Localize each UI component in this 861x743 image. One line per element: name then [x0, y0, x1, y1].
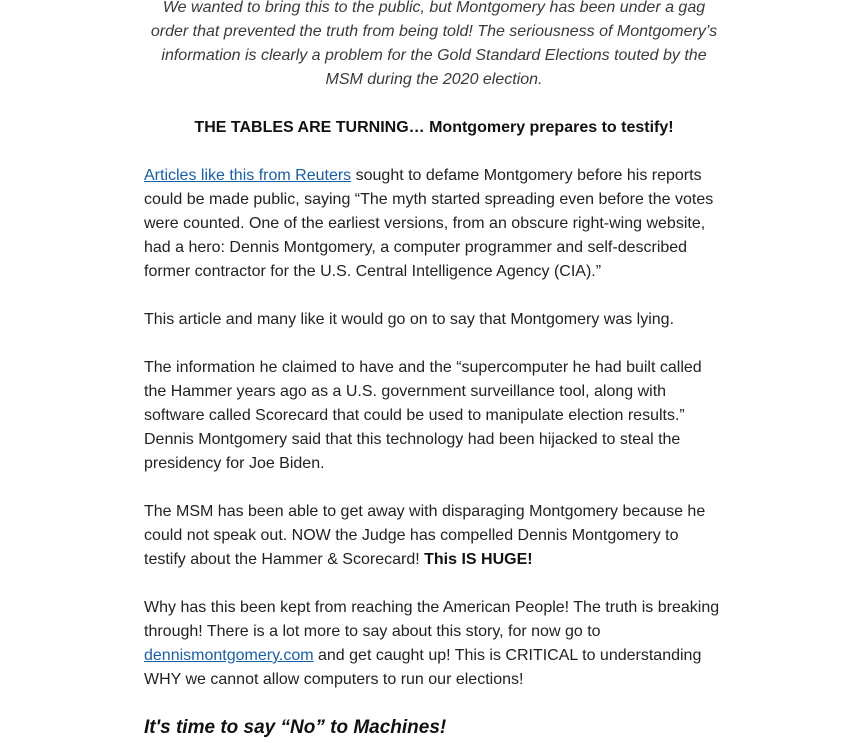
article-body: [144, 0, 724, 740]
huge-emphasis: This IS HUGE!: [424, 551, 533, 568]
paragraph-reuters: [144, 164, 724, 284]
paragraph-truth-text-before: Why has this been kept from reaching the American People! The truth is breaking through! There is a lot more to say about this story, for now go to: [144, 599, 720, 640]
paragraph-hammer: The information he claimed to have and the “supercomputer he had built called the Hammer years ago as a U.S. government surveillance tool, along with software called Scorecard that could be used to manipulate election results.” Dennis Montgomery said that this technology had been hijacked to steal the presidency for Joe Biden.: [144, 359, 702, 472]
paragraph-testify: [144, 500, 724, 572]
section-heading: THE TABLES ARE TURNING… Montgomery prepares to testify!: [194, 119, 674, 136]
reuters-article-link[interactable]: Articles like this from Reuters: [144, 167, 352, 184]
paragraph-truth: [144, 596, 724, 692]
paragraph-testify-text: The MSM has been able to get away with disparaging Montgomery because he could not speak out. NOW the Judge has compelled Dennis Montgomery to testify about the Hammer & Scorecard!: [144, 503, 706, 568]
paragraph-lying: This article and many like it would go on to say that Montgomery was lying.: [144, 311, 675, 328]
paragraph-truth-text-after: and get caught up! This is CRITICAL to understanding WHY we cannot allow computers to run our elections!: [144, 647, 702, 688]
dennismontgomery-link[interactable]: dennismontgomery.com: [144, 647, 314, 664]
paragraph-reuters-text: sought to defame Montgomery before his reports could be made public, saying “The myth started spreading even before the votes were counted. One of the earliest versions, from an obscure right-wing website, had a hero: Dennis Montgomery, a computer programmer and self-described former contractor for the U.S. Central Intelligence Agency (CIA).”: [144, 167, 714, 280]
intro-paragraph: We wanted to bring this to the public, but Montgomery has been under a gag order that prevented the truth from being told! The seriousness of Montgomery’s information is clearly a problem for the Gold Standard Elections touted by the MSM during the 2020 election.: [150, 0, 718, 88]
closing-statement: It's time to say “No” to Machines!: [144, 717, 447, 738]
